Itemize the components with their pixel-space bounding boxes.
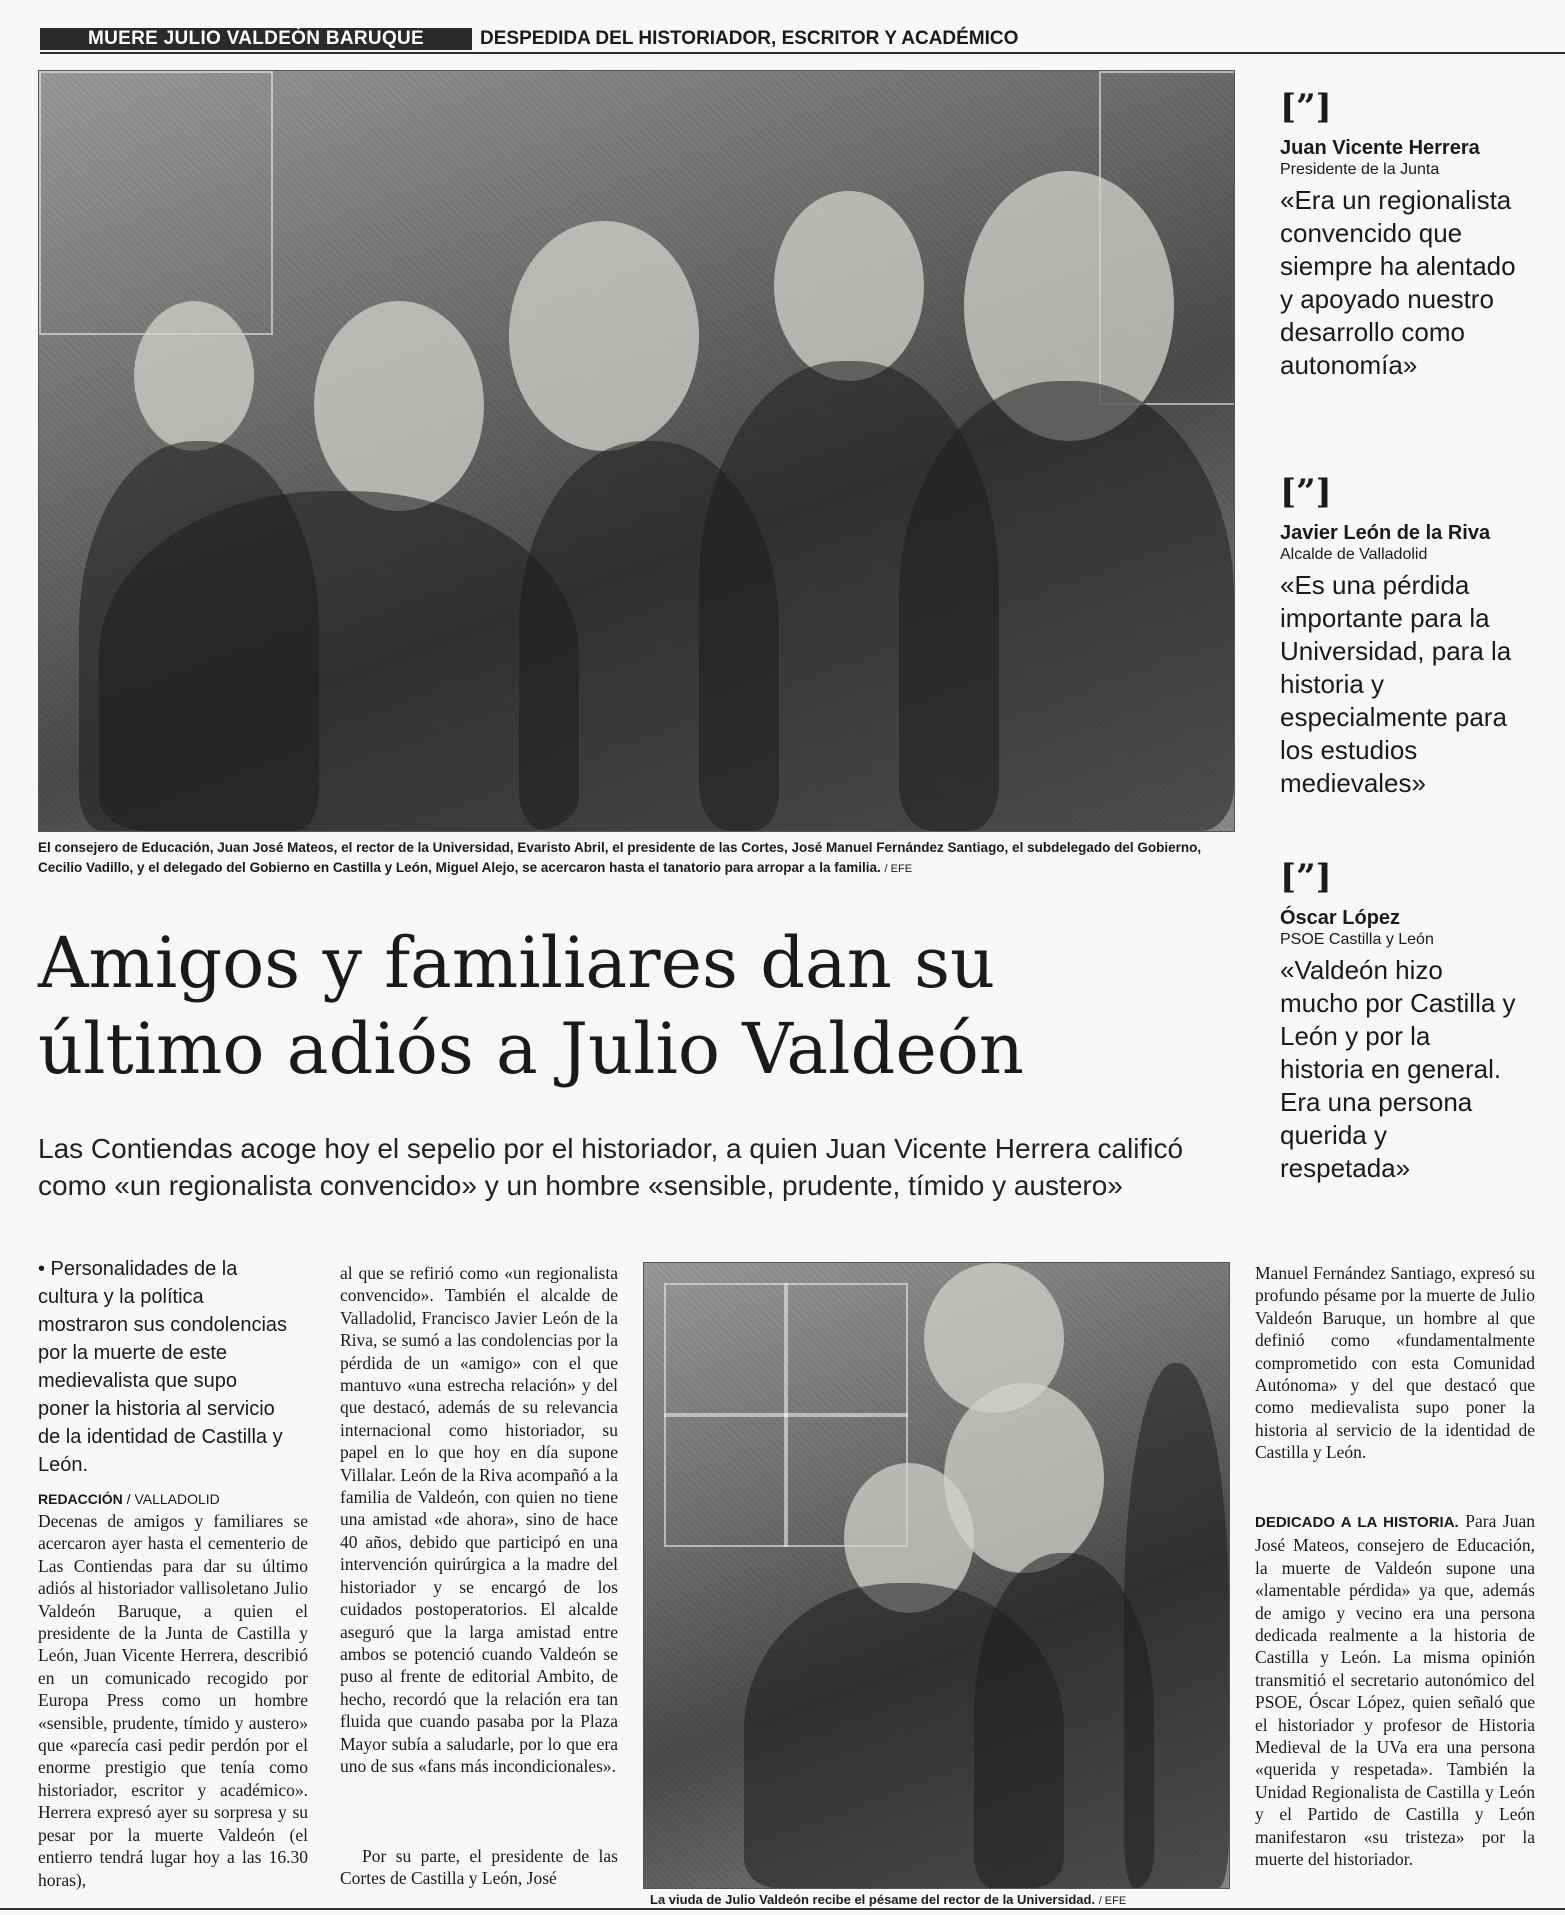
body-column-2-continued: Por su parte, el presidente de las Cortes de Castilla y León, José <box>340 1846 618 1889</box>
quote-block <box>1280 857 1520 1185</box>
quote-mark-icon: [”] <box>1280 472 1332 512</box>
top-photo-credit: / EFE <box>884 863 913 875</box>
quote-author: Óscar López <box>1280 907 1401 929</box>
quote-block <box>1280 87 1520 382</box>
bottom-photo-caption-text: La viuda de Julio Valdeón recibe el pésame del rector de la Universidad. <box>650 1892 1096 1907</box>
quote-text: «Era un regionalista convencido que siempre ha alentado y apoyado nuestro desarrollo como autonomía» <box>1280 185 1516 380</box>
byline <box>38 1490 288 1508</box>
photo-window <box>39 71 273 335</box>
photo-person <box>509 221 699 451</box>
photo-person <box>1124 1363 1229 1888</box>
quote-text: «Valdeón hizo mucho por Castilla y León y por la historia en general. Era una persona querida y respetada» <box>1280 955 1516 1183</box>
bottom-photo <box>643 1262 1230 1889</box>
body-column-4: Manuel Fernández Santiago, expresó su profundo pésame por la muerte de Julio Valdeón Baruque, un hombre al que definió como «fundamentalmente comprometido con esta Comunidad Autónoma» y del que destacó que como medievalista supo poner la historia al servicio de la identidad de Castilla y León. <box>1255 1263 1535 1463</box>
quote-text: «Es una pérdida importante para la Universidad, para la historia y especialmente para los estudios medievales» <box>1280 570 1512 798</box>
body-column-4-section <box>1255 1510 1535 1871</box>
header-rule <box>40 52 1565 54</box>
lead-summary: • Personalidades de la cultura y la política mostraron sus condolencias por la muerte de este medievalista que supo poner la historia al servicio de la identidad de Castilla y León. <box>38 1258 288 1476</box>
quote-mark-icon: [”] <box>1280 857 1332 897</box>
section-tag: MUERE JULIO VALDEÓN BARUQUE <box>40 28 472 50</box>
bottom-photo-caption <box>650 1892 1230 1909</box>
photo-person <box>899 381 1234 831</box>
body-column-4-text: Para Juan José Mateos, consejero de Educación, la muerte de Valdeón supone una «lamentable pérdida» ya que, además de amigo y vecino era una persona dedicada realmente a la historia de Castilla y León. La misma opinión transmitió el secretario autonómico del PSOE, Óscar López, quien señaló que el historiador y profesor de Historia Medieval de la UVa era una persona «querida y respetada». También la Unidad Regionalista de Castilla y León y el Partido de Castilla y León manifestaron «su tristeza» por la muerte del historiador. <box>1255 1511 1535 1870</box>
quote-role: PSOE Castilla y León <box>1280 931 1434 948</box>
body-column-2: al que se refirió como «un regionalista convencido». También el alcalde de Valladolid, Francisco Javier León de la Riva, se sumó a las condolencias por la pérdida de un «amigo» con el que mantuvo «una estrecha relación» y del que destacó, además de su relevancia internacional como historiador, su papel en lo que hoy en día supone Villalar. León de la Riva acompañó a la familia de Valdeón, con quien no tiene una amistad «de ahora», sino de hace 40 años, debido que participó en una intervención quirúrgica a la madre del historiador y se encargó de los cuidados postoperatorios. El alcalde aseguró que la larga amistad entre ambos se potenció cuando Valdeón se puso al frente de editorial Ambito, de hecho, recordó que la relación era tan fluida que cuando pasaba por la Plaza Mayor subía a saludarle, por lo que era uno de sus «fans más incondicionales». <box>340 1263 618 1776</box>
byline-place: / VALLADOLID <box>126 1491 220 1507</box>
photo-person <box>744 1583 1064 1888</box>
top-photo <box>38 70 1235 832</box>
section-subtitle: DESPEDIDA DEL HISTORIADOR, ESCRITOR Y ACADÉMICO <box>480 28 1019 49</box>
photo-window <box>664 1283 788 1417</box>
body-column-1: Decenas de amigos y familiares se acercaron ayer hasta el cementerio de Las Contiendas para dar su último adiós al historiador vallisoletano Julio Valdeón Baruque, a quien el presidente de la Junta de Castilla y León, Juan Vicente Herrera, describió en un comunicado recogido por Europa Press como un hombre «sensible, prudente, tímido y austero» que «parecía casi pedir perdón por el enorme prestigio que tenía como historiador, escritor y académico». Herrera expresó ayer su sorpresa y su pesar por la muerte Valdeón (el entierro tendrá lugar hoy a las 16.30 horas), <box>38 1511 308 1890</box>
photo-person <box>774 191 924 381</box>
quote-author: Juan Vicente Herrera <box>1280 137 1480 159</box>
quote-block <box>1280 472 1520 800</box>
photo-window <box>664 1413 788 1547</box>
photo-person <box>314 301 484 511</box>
quote-mark-icon: [”] <box>1280 87 1332 127</box>
section-kicker: DEDICADO A LA HISTORIA. <box>1255 1514 1459 1531</box>
top-photo-caption <box>38 838 1233 879</box>
headline-line-1: Amigos y familiares dan su <box>38 922 996 1004</box>
deck: Las Contiendas acoge hoy el sepelio por el historiador, a quien Juan Vicente Herrera calificó como «un regionalista convencido» y un hombre «sensible, prudente, tímido y austero» <box>38 1133 1184 1201</box>
bottom-photo-credit: / EFE <box>1098 1895 1127 1907</box>
byline-agency: REDACCIÓN <box>38 1491 123 1507</box>
quote-author: Javier León de la Riva <box>1280 522 1491 544</box>
headline <box>38 920 1238 1092</box>
quote-role: Presidente de la Junta <box>1280 161 1440 178</box>
quote-role: Alcalde de Valladolid <box>1280 546 1428 563</box>
bottom-rule <box>0 1908 1565 1910</box>
photo-window <box>784 1283 908 1417</box>
photo-person <box>99 491 579 831</box>
photo-person <box>134 301 254 451</box>
headline-line-2: último adiós a Julio Valdeón <box>38 1008 1025 1090</box>
top-photo-caption-text: El consejero de Educación, Juan José Mateos, el rector de la Universidad, Evaristo Abril, el presidente de las Cortes, José Manuel Fernández Santiago, el subdelegado del Gobierno, Cecilio Vadillo, y el delegado del Gobierno en Castilla y León, Miguel Alejo, se acercaron hasta el tanatorio para arropar a la familia. <box>38 840 1202 875</box>
